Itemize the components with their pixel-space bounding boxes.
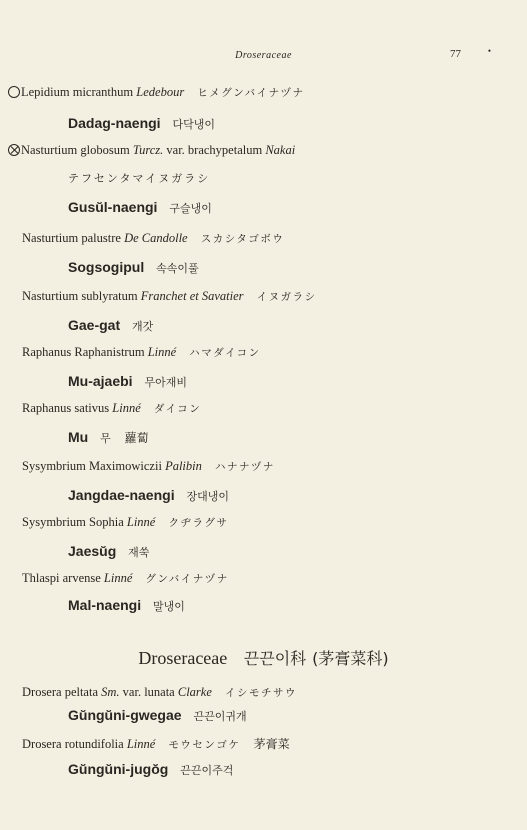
- japanese-name: ハナナヅナ: [215, 462, 275, 473]
- japanese-name: ハマダイコン: [189, 348, 261, 359]
- species-name: Sysymbrium Sophia: [22, 515, 124, 529]
- korean-hangul: 말냉이: [153, 600, 185, 613]
- species-author: Linné: [147, 345, 177, 359]
- species-author: De Candolle: [124, 231, 188, 245]
- species-name: Sysymbrium Maximowiczii: [22, 459, 162, 473]
- species-author: Ledebour: [136, 85, 185, 99]
- family-hangul: 끈끈이科: [243, 649, 307, 668]
- species-line-drosera-peltata: [22, 684, 297, 702]
- korean-romanized: Jangdae-naengi: [68, 487, 175, 503]
- korean-romanized: Jaesŭg: [68, 543, 117, 559]
- korean-name-line: [68, 258, 199, 278]
- korean-name-line: [68, 486, 229, 506]
- species-line-nasturtium-palustre: [22, 230, 284, 248]
- japanese-name: ヒメグンバイナヅナ: [197, 88, 305, 99]
- korean-name-line: [68, 198, 212, 218]
- korean-name-line: [68, 542, 149, 562]
- korean-hangul: 무: [100, 432, 111, 445]
- species-name: Nasturtium palustre: [22, 231, 121, 245]
- korean-name-line: [68, 316, 153, 336]
- species-name: Thlaspi arvense: [22, 571, 101, 585]
- variety-author: Nakai: [265, 143, 296, 157]
- species-line-raphanus-raphanistrum: [22, 344, 261, 362]
- korean-romanized: Mal-naengi: [68, 597, 142, 613]
- korean-romanized: Gŭngŭni-jugŏg: [68, 761, 169, 777]
- species-author: Linné: [112, 401, 141, 415]
- korean-romanized: Mu: [68, 429, 89, 445]
- page-header: [0, 46, 527, 66]
- korean-hangul: 다닥냉이: [172, 118, 215, 131]
- species-author: Franchet et Savatier: [140, 289, 244, 303]
- species-name: Drosera rotundifolia: [22, 737, 124, 751]
- species-author: Turcz.: [132, 143, 164, 157]
- circle-marker-icon: [8, 86, 20, 98]
- japanese-name: グンバイナヅナ: [145, 574, 229, 585]
- korean-romanized: Gae-gat: [68, 317, 121, 333]
- korean-hangul: 무아재비: [144, 376, 187, 389]
- species-line-nasturtium-sublyratum: [22, 288, 317, 306]
- korean-romanized: Sogsogipul: [68, 259, 145, 275]
- crossed-circle-marker-icon: [8, 144, 20, 156]
- page-number: 77: [450, 48, 461, 60]
- variety-name: var. lunata: [122, 685, 175, 699]
- variety-author: Clarke: [177, 685, 212, 699]
- species-line-thlaspi-arvense: [22, 570, 229, 588]
- korean-romanized: Dadag-naengi: [68, 115, 161, 131]
- korean-romanized: Mu-ajaebi: [68, 373, 133, 389]
- korean-hangul: 속속이풀: [156, 262, 199, 275]
- family-hanja: (茅膏菜科): [312, 649, 389, 668]
- korean-name-line: [68, 428, 149, 448]
- japanese-name: イシモチサウ: [225, 688, 298, 699]
- header-mark: •: [487, 46, 491, 56]
- korean-name-line: [68, 114, 215, 134]
- japanese-name: ダイコン: [153, 404, 202, 415]
- japanese-name: スカシタゴボウ: [200, 234, 285, 245]
- variety-name: var. brachypetalum: [166, 143, 263, 157]
- chinese-name: 茅膏菜: [253, 737, 290, 751]
- korean-hangul: 재쑥: [128, 546, 150, 559]
- korean-romanized: Gŭngŭni-gwegae: [68, 707, 182, 723]
- species-name: Nasturtium globosum: [21, 143, 130, 157]
- running-title: Droseraceae: [235, 50, 292, 61]
- korean-name-line: [68, 596, 185, 616]
- species-name: Drosera peltata: [22, 685, 99, 699]
- species-line-nasturtium-globosum: [8, 142, 295, 158]
- species-name: Nasturtium sublyratum: [22, 289, 138, 303]
- species-author: Linné: [126, 737, 156, 751]
- korean-hangul: 끈끈이주걱: [180, 764, 234, 777]
- species-author: Palibin: [165, 459, 202, 473]
- species-name: Raphanus Raphanistrum: [22, 345, 145, 359]
- japanese-name: モウセンゴケ: [168, 740, 241, 751]
- japanese-name: クヂラグサ: [168, 518, 229, 529]
- japanese-name: イヌガラシ: [256, 292, 317, 303]
- chinese-name: 蘿蔔: [124, 431, 149, 445]
- korean-hangul: 장대냉이: [186, 490, 229, 503]
- species-name: Raphanus sativus: [22, 401, 110, 415]
- species-author: Linné: [103, 571, 133, 585]
- korean-name-line: [68, 760, 233, 780]
- species-author: Linné: [126, 515, 156, 529]
- species-line-raphanus-sativus: [22, 400, 201, 418]
- korean-hangul: 구슬냉이: [169, 202, 212, 215]
- species-line-drosera-rotundifolia: [22, 736, 290, 754]
- korean-hangul: 끈끈이귀개: [193, 710, 247, 723]
- species-line-sysymbrium-maximowiczii: [22, 458, 275, 476]
- korean-name-line: [68, 372, 187, 392]
- japanese-name: テフセンタマイヌガラシ: [68, 173, 211, 185]
- species-author: Sm.: [101, 685, 120, 699]
- species-name: Lepidium micranthum: [21, 85, 134, 99]
- species-line-sysymbrium-sophia: [22, 514, 228, 532]
- korean-hangul: 개갓: [132, 320, 154, 333]
- korean-romanized: Gusŭl-naengi: [68, 199, 158, 215]
- family-name: Droseraceae: [138, 648, 228, 668]
- species-line-lepidium-micranthum: [8, 84, 304, 102]
- family-heading: [0, 646, 527, 669]
- korean-name-line: [68, 706, 247, 726]
